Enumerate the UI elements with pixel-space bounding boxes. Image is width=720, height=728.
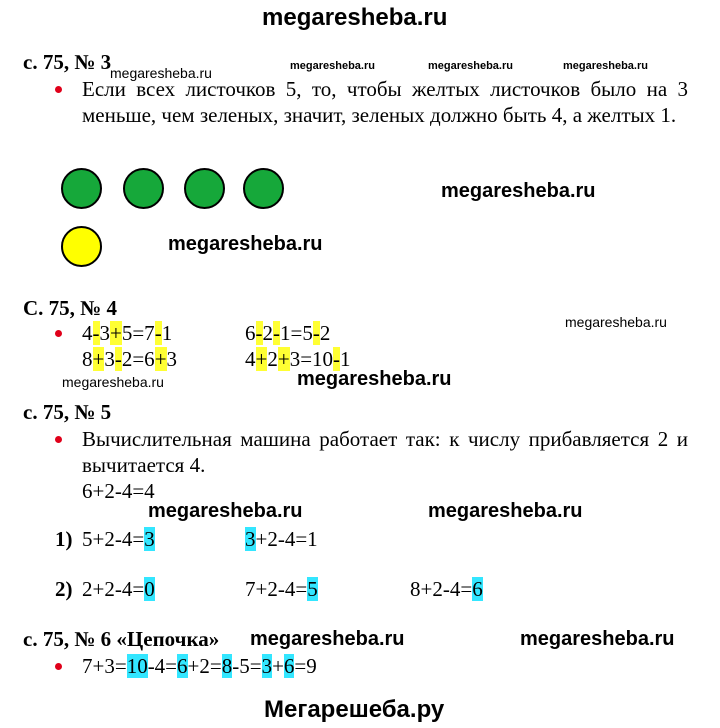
green-leaf-circle (243, 168, 284, 209)
watermark-small: megaresheba.ru (62, 374, 164, 390)
highlighted-answer: 6 (283, 654, 295, 678)
equation-part: 2 (267, 347, 278, 371)
equation-part: + (272, 654, 284, 678)
watermark-big: megaresheba.ru (520, 628, 675, 650)
highlighted-answer: 6 (177, 654, 188, 678)
equation-part: 8 (82, 347, 93, 371)
bullet (55, 330, 62, 337)
watermark-big: megaresheba.ru (250, 628, 405, 650)
example-equation: 6+2-4=4 (82, 479, 155, 503)
watermark-big: megaresheba.ru (297, 368, 452, 390)
highlighted-sign: + (277, 347, 290, 371)
equation-part: 1 (340, 347, 351, 371)
equation-part: -4= (147, 654, 178, 678)
watermark-big: megaresheba.ru (441, 180, 596, 202)
equation-part: 2 (319, 321, 331, 345)
highlighted-sign: - (273, 321, 280, 345)
equation-part: 1 (161, 321, 173, 345)
watermark-top: megaresheba.ru (262, 4, 448, 31)
highlighted-sign: + (154, 347, 167, 371)
highlighted-answer: 0 (144, 577, 155, 601)
highlighted-answer: 6 (472, 577, 483, 601)
highlighted-sign: - (255, 321, 263, 345)
watermark-small: megaresheba.ru (428, 60, 513, 72)
highlighted-sign: - (312, 321, 320, 345)
watermark-big: megaresheba.ru (428, 500, 583, 522)
answer-2b (245, 576, 318, 602)
highlighted-sign: + (110, 321, 122, 345)
item-label-1: 1) (55, 527, 73, 551)
highlighted-answer: 5 (307, 577, 318, 601)
answer-1b (245, 526, 318, 552)
answer-2a (82, 576, 155, 602)
highlighted-sign: - (114, 347, 122, 371)
yellow-leaf-circle (61, 226, 102, 267)
bullet (55, 663, 62, 670)
bullet (55, 86, 62, 93)
equation-part: +2-4=1 (255, 527, 318, 551)
green-leaf-circle (184, 168, 225, 209)
highlighted-sign: + (255, 347, 268, 371)
equation-part: 2+2-4= (82, 577, 145, 601)
equation-part: 3 (99, 321, 110, 345)
task4-heading: С. 75, № 4 (23, 296, 118, 320)
answer-2c (410, 576, 483, 602)
equation-part: =9 (294, 654, 317, 678)
equation-part: +2= (187, 654, 222, 678)
watermark-small: megaresheba.ru (563, 60, 648, 72)
equation-part: 5+2-4= (82, 527, 145, 551)
equation-part: 2=6 (121, 347, 155, 371)
watermark-small: megaresheba.ru (110, 65, 212, 81)
equation-part: 3=10 (289, 347, 334, 371)
watermark-big: megaresheba.ru (168, 233, 323, 255)
equation-part: 1=5 (280, 321, 313, 345)
highlighted-sign: - (92, 321, 100, 345)
equation-part: 7+3= (82, 654, 127, 678)
equation-part: 4 (245, 347, 256, 371)
equation-part: -5= (232, 654, 262, 678)
watermark-footer: Мегарешеба.ру (264, 696, 445, 723)
highlighted-answer: 10 (126, 654, 148, 678)
equation-part: 3 (104, 347, 115, 371)
green-leaf-circle (123, 168, 164, 209)
equation-1 (82, 320, 172, 346)
highlighted-sign: - (333, 347, 341, 371)
equation-part: 3 (166, 347, 178, 371)
task3-heading: с. 75, № 3 (23, 50, 112, 74)
chain-equation (82, 653, 317, 679)
bullet (55, 436, 62, 443)
equation-part: 4 (82, 321, 93, 345)
equation-part: 2 (262, 321, 273, 345)
answer-1a (82, 526, 155, 552)
task5-heading: с. 75, № 5 (23, 400, 112, 424)
task3-text: Если всех листочков 5, то, чтобы желтых листочков было на 3 меньше, чем зеленых, значит, зеленых должно быть 4, а желтых 1. (82, 77, 688, 127)
equation-part: 8+2-4= (410, 577, 473, 601)
equation-2 (245, 320, 330, 346)
equation-part: 6 (245, 321, 256, 345)
watermark-big: megaresheba.ru (148, 500, 303, 522)
highlighted-sign: - (154, 321, 162, 345)
item-label-2: 2) (55, 577, 73, 601)
highlighted-answer: 3 (261, 654, 273, 678)
equation-part: 5=7 (121, 321, 155, 345)
highlighted-answer: 3 (245, 527, 256, 551)
equation-3 (82, 346, 177, 372)
watermark-small: megaresheba.ru (290, 60, 375, 72)
watermark-small: megaresheba.ru (565, 314, 667, 330)
task5-text: Вычислительная машина работает так: к числу прибавляется 2 и вычитается 4. (82, 427, 688, 477)
highlighted-answer: 3 (144, 527, 155, 551)
highlighted-sign: + (92, 347, 105, 371)
equation-part: 7+2-4= (245, 577, 308, 601)
task6-heading: с. 75, № 6 «Цепочка» (23, 627, 220, 651)
green-leaf-circle (61, 168, 102, 209)
highlighted-answer: 8 (221, 654, 233, 678)
